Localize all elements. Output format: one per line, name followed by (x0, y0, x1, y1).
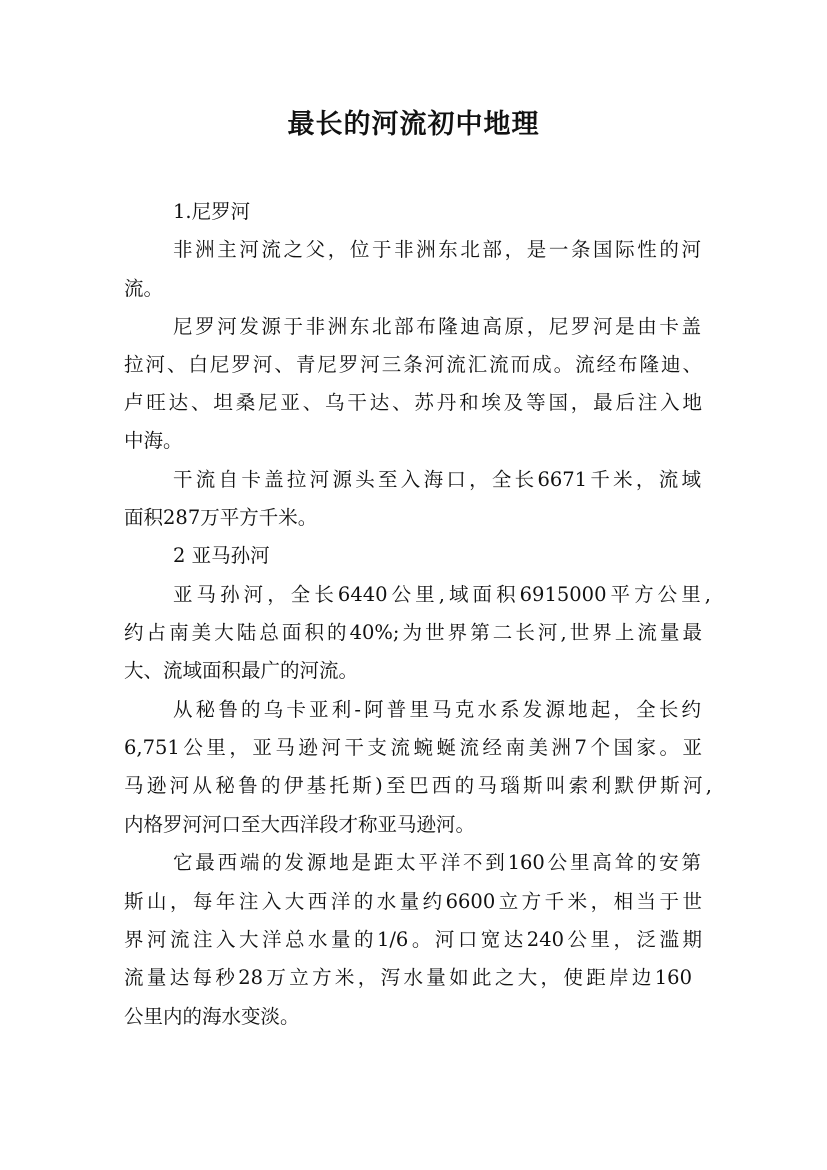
paragraph-line: 斯山，每年注入大西洋的水量约6600立方千米，相当于世 (124, 890, 702, 913)
paragraph-line: 6,751公里，亚马逊河干支流蜿蜒流经南美洲7个国家。亚 (124, 736, 702, 759)
heading-nile: 1.尼罗河 (173, 200, 251, 223)
heading-amazon: 2 亚马孙河 (173, 544, 270, 567)
paragraph-line: 流量达每秒28万立方米，泻水量如此之大，使距岸边160 (124, 966, 692, 989)
paragraph-line: 内格罗河河口至大西洋段才称亚马逊河。 (124, 813, 476, 836)
paragraph-line: 公里内的海水变淡。 (124, 1005, 300, 1028)
paragraph-line: 亚马孙河，全长6440公里,域面积6915000平方公里, (173, 583, 711, 606)
paragraph-line: 从秘鲁的乌卡亚利-阿普里马克水系发源地起，全长约 (173, 698, 701, 721)
paragraph-line: 中海。 (124, 429, 183, 452)
paragraph-line: 它最西端的发源地是距太平洋不到160公里高耸的安第 (173, 851, 701, 874)
paragraph-line: 非洲主河流之父，位于非洲东北部，是一条国际性的河 (173, 238, 701, 261)
paragraph-line: 卢旺达、坦桑尼亚、乌干达、苏丹和埃及等国，最后注入地 (124, 391, 702, 414)
paragraph-line: 界河流注入大洋总水量的1/6。河口宽达240公里，泛滥期 (124, 928, 702, 951)
paragraph-line: 面积287万平方千米。 (124, 506, 318, 529)
paragraph-line: 干流自卡盖拉河源头至入海口，全长6671千米，流域 (173, 468, 701, 491)
document-title: 最长的河流初中地理 (287, 109, 540, 140)
paragraph-line: 流。 (124, 277, 164, 300)
paragraph-line: 马逊河从秘鲁的伊基托斯)至巴西的马瑙斯叫索利默伊斯河, (124, 774, 712, 797)
paragraph-line: 尼罗河发源于非洲东北部布隆迪高原，尼罗河是由卡盖 (173, 315, 701, 338)
paragraph-line: 拉河、白尼罗河、青尼罗河三条河流汇流而成。流经布隆迪、 (124, 353, 702, 376)
paragraph-line: 大、流域面积最广的河流。 (124, 659, 359, 682)
paragraph-line: 约占南美大陆总面积的40%;为世界第二长河,世界上流量最 (124, 621, 702, 644)
